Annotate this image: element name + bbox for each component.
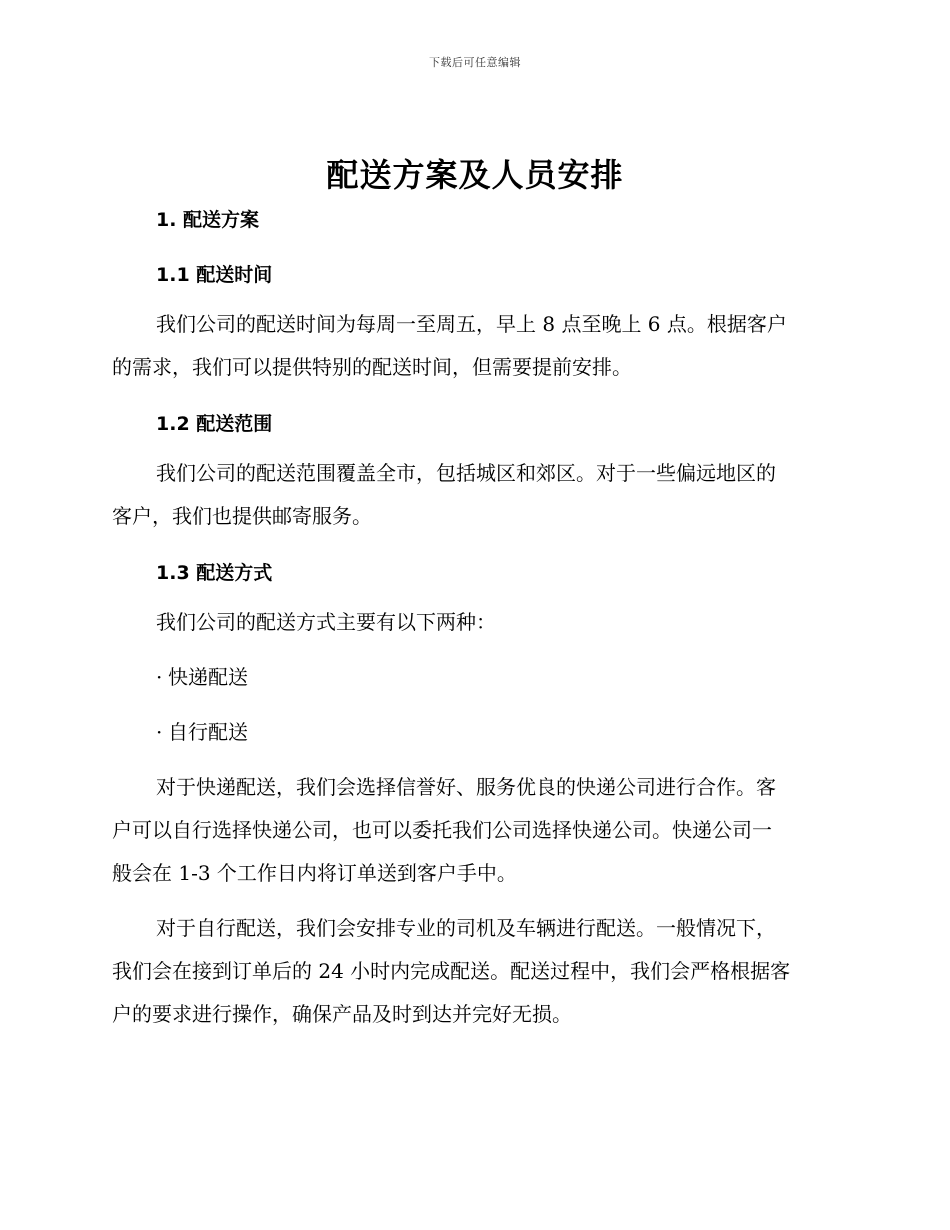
bullet-dot-icon: · xyxy=(156,720,163,744)
section-heading: 1. 配送方案 xyxy=(156,209,260,231)
paragraph-line: 的需求，我们可以提供特别的配送时间，但需要提前安排。 xyxy=(112,355,632,379)
bullet-text: 自行配送 xyxy=(168,720,248,744)
paragraph-line: 我们公司的配送方式主要有以下两种： xyxy=(156,610,496,634)
paragraph-line: 客户，我们也提供邮寄服务。 xyxy=(112,504,372,528)
paragraph-line: 对于自行配送，我们会安排专业的司机及车辆进行配送。一般情况下， xyxy=(156,916,776,940)
paragraph-line: 我们公司的配送时间为每周一至周五，早上 8 点至晚上 6 点。根据客户 xyxy=(156,312,787,336)
subsection-heading-method: 1.3 配送方式 xyxy=(156,562,273,584)
bullet-item xyxy=(112,711,840,754)
paragraph-method-intro xyxy=(112,601,840,644)
bullet-text: 快递配送 xyxy=(168,665,248,689)
paragraph-line: 户的要求进行操作，确保产品及时到达并完好无损。 xyxy=(112,1002,572,1026)
bullet-dot-icon: · xyxy=(156,665,163,689)
paragraph-range xyxy=(112,452,840,538)
paragraph-time xyxy=(112,303,840,389)
paragraph-line: 对于快递配送，我们会选择信誉好、服务优良的快递公司进行合作。客 xyxy=(156,775,776,799)
paragraph-line: 我们会在接到订单后的 24 小时内完成配送。配送过程中，我们会严格根据客 xyxy=(112,959,791,983)
document-title: 配送方案及人员安排 xyxy=(326,156,624,194)
paragraph-line: 户可以自行选择快递公司，也可以委托我们公司选择快递公司。快递公司一 xyxy=(112,818,772,842)
subsection-heading-time: 1.1 配送时间 xyxy=(156,264,273,286)
subsection-heading-range: 1.2 配送范围 xyxy=(156,413,273,435)
bullet-item xyxy=(112,656,840,699)
paragraph-line: 般会在 1-3 个工作日内将订单送到客户手中。 xyxy=(112,861,517,885)
paragraph-self-delivery xyxy=(112,907,840,1036)
paragraph-line: 我们公司的配送范围覆盖全市，包括城区和郊区。对于一些偏远地区的 xyxy=(156,461,776,485)
paragraph-express xyxy=(112,766,840,895)
document-body xyxy=(112,200,840,1036)
header-note: 下载后可任意编辑 xyxy=(429,56,521,69)
